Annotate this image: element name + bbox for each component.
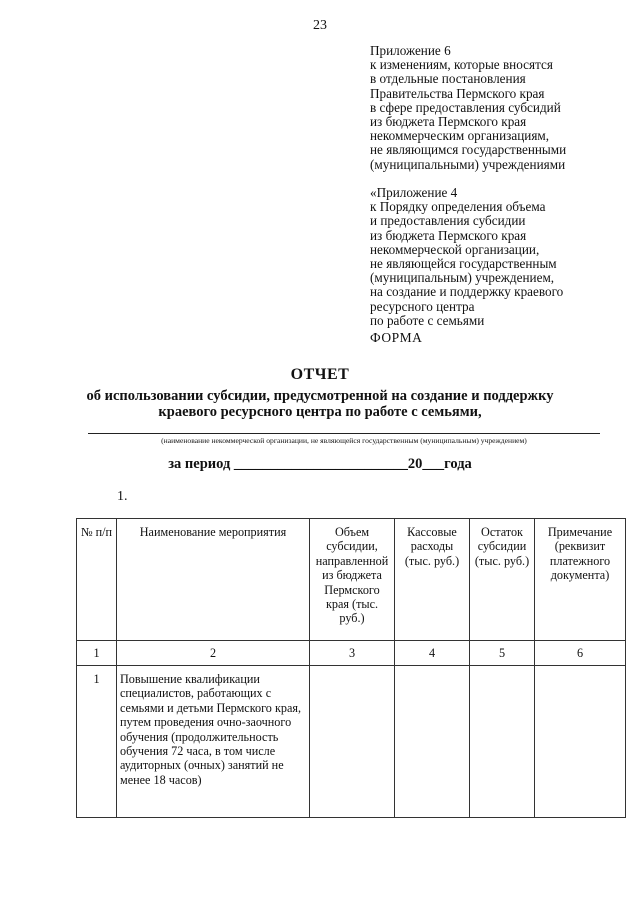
appendix-4-line: по работе с семьями (370, 312, 485, 328)
header-subsidy: Объем субсидии, направленной из бюджета Пермского края (тыс. руб.) (310, 519, 395, 641)
organization-name-line (88, 433, 600, 434)
appendix-6-heading (370, 44, 566, 172)
appendix-4-line: некоммерческой организации, (370, 241, 540, 257)
appendix-4-heading (370, 186, 563, 328)
header-note: Примечание (реквизит платежного документа) (535, 519, 626, 641)
header-num: № п/п (77, 519, 117, 641)
column-number: 4 (395, 641, 470, 666)
table-column-numbers-row (77, 641, 626, 666)
appendix-6-line: в сфере предоставления субсидий (370, 99, 561, 115)
appendix-6-line: в отдельные постановления (370, 71, 526, 87)
header-remainder: Остаток субсидии (тыс. руб.) (470, 519, 535, 641)
appendix-6-line: Приложение 6 (370, 43, 451, 58)
header-expenses: Кассовые расходы (тыс. руб.) (395, 519, 470, 641)
table-header-row (77, 519, 626, 641)
column-number: 3 (310, 641, 395, 666)
report-title: ОТЧЕТ (290, 366, 350, 383)
appendix-6-line: не являющимся государственными (370, 142, 567, 158)
organization-caption: (наименование некоммерческой организации, не являющейся государственным (муниципальным) учреждением) (161, 436, 527, 445)
page-number: 23 (313, 18, 327, 33)
appendix-4-line: ресурсного центра (370, 298, 475, 314)
report-table (76, 518, 626, 818)
row-remainder-cell (470, 666, 535, 818)
appendix-4-line: из бюджета Пермского края (370, 227, 527, 243)
appendix-4-line: не являющейся государственным (370, 256, 557, 272)
report-subtitle (0, 389, 640, 420)
form-label: ФОРМА (370, 330, 423, 345)
column-number: 5 (470, 641, 535, 666)
row-subsidy-cell (310, 666, 395, 818)
report-subtitle-line: об использовании субсидии, предусмотренной на создание и поддержку (86, 388, 554, 404)
report-subtitle-line: краевого ресурсного центра по работе с семьями, (158, 403, 482, 420)
appendix-4-line: (муниципальным) учреждением, (370, 270, 555, 286)
column-number: 1 (77, 641, 117, 666)
section-number: 1. (117, 489, 128, 504)
report-period: за период ________________________20___года (168, 456, 472, 472)
header-activity: Наименование мероприятия (117, 519, 310, 641)
appendix-6-line: к изменениям, которые вносятся (370, 57, 553, 73)
appendix-6-line: некоммерческим организациям, (370, 128, 550, 144)
column-number: 6 (535, 641, 626, 666)
appendix-6-line: из бюджета Пермского края (370, 114, 527, 130)
row-activity-name: Повышение квалификации специалистов, работающих с семьями и детьми Пермского края, путем проведения очно-заочного обучения (продолжительность обучения 72 часа, в том числе аудиторных (очных) занятий не менее 18 часов) (117, 666, 310, 818)
appendix-4-line: на создание и поддержку краевого (370, 284, 564, 300)
appendix-4-line: «Приложение 4 (370, 185, 458, 200)
appendix-6-line: (муниципальными) учреждениями (370, 156, 566, 172)
row-expenses-cell (395, 666, 470, 818)
row-num: 1 (77, 666, 117, 818)
appendix-4-line: к Порядку определения объема (370, 199, 546, 215)
row-note-cell (535, 666, 626, 818)
appendix-4-line: и предоставления субсидии (370, 213, 526, 229)
appendix-6-line: Правительства Пермского края (370, 85, 545, 101)
table-row (77, 666, 626, 818)
column-number: 2 (117, 641, 310, 666)
